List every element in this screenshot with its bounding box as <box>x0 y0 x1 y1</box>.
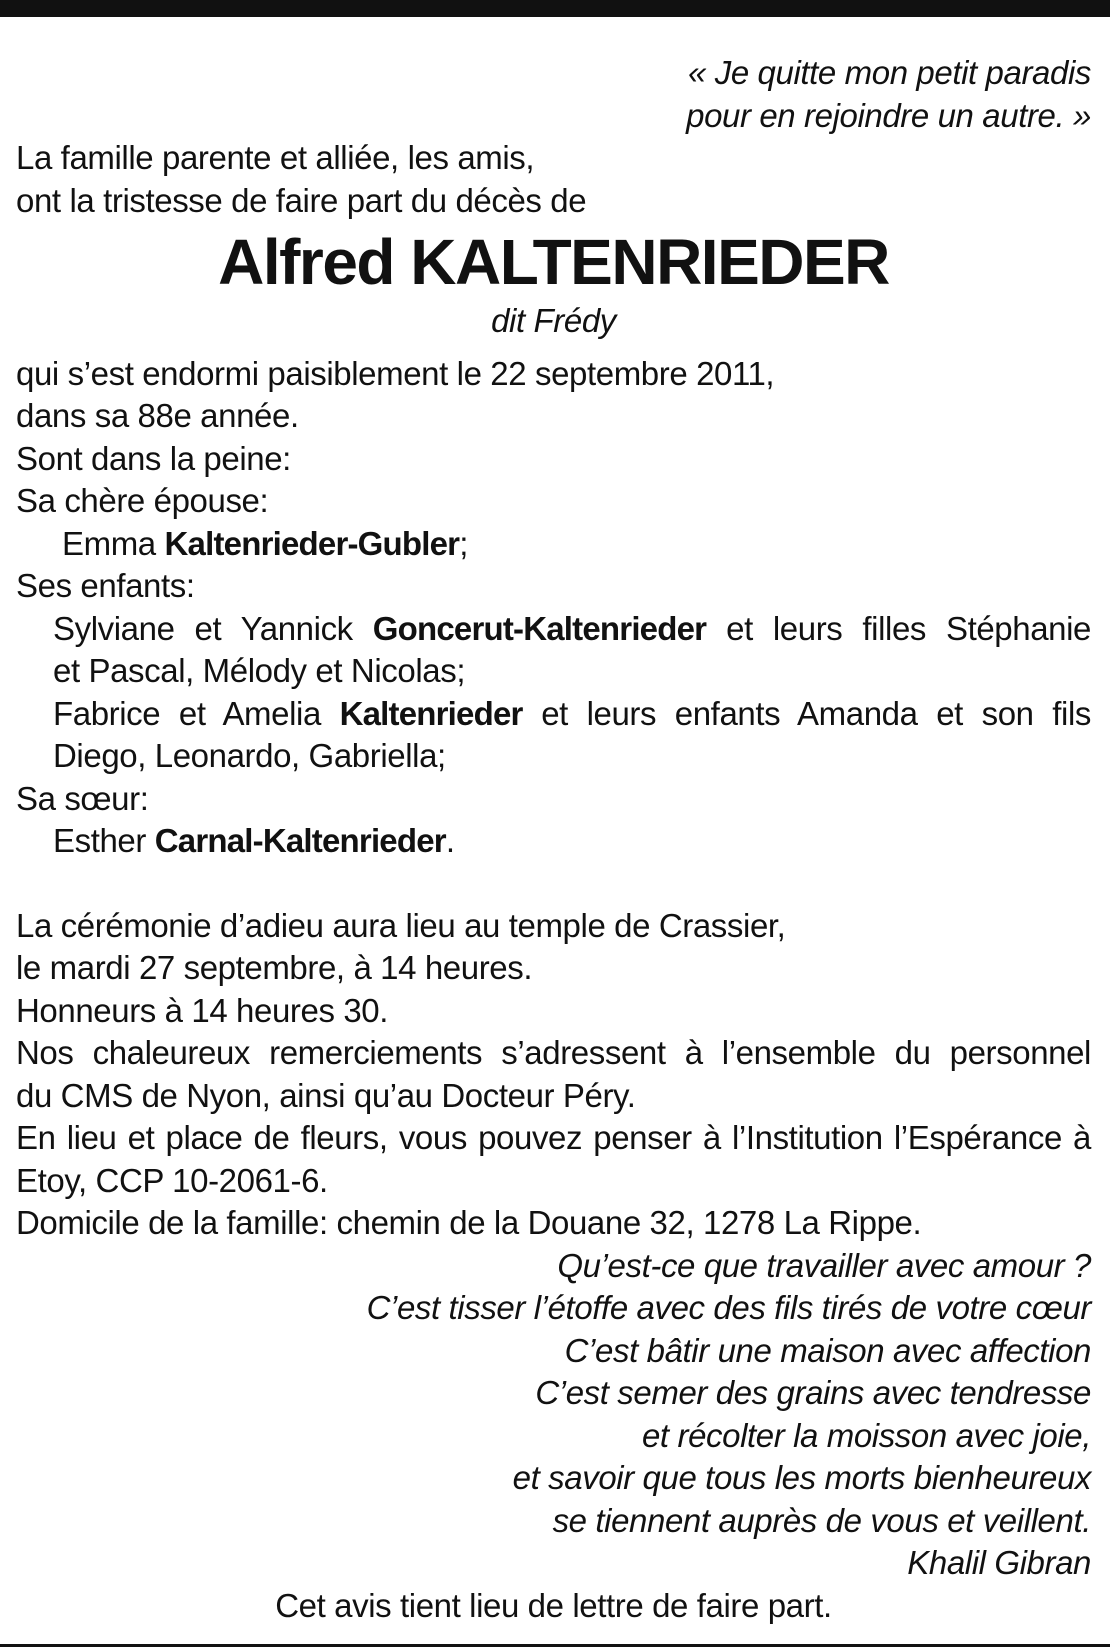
intro-line: La famille parente et alliée, les amis, <box>16 139 535 176</box>
death-info-line: dans sa 88e année. <box>16 397 299 434</box>
sister-label: Sa sœur: <box>16 779 149 817</box>
child-first-names: Fabrice et Amelia <box>53 694 340 732</box>
thanks-line: Nos chaleureux remerciements s’adressent à l’ensemble du personnel <box>16 1034 1091 1071</box>
nickname: dit Frédy <box>491 302 616 339</box>
poem-line: et savoir que tous les morts bienheureux <box>512 1459 1091 1496</box>
children-label: Ses enfants: <box>16 567 195 604</box>
child-first-names: Sylviane et Yannick <box>53 609 373 647</box>
obituary-notice <box>16 52 1091 1627</box>
poem-line: C’est tisser l’étoffe avec des fils tirés de votre cœur <box>366 1289 1091 1326</box>
poem-line: et récolter la moisson avec joie, <box>641 1416 1091 1454</box>
donation-line: En lieu et place de fleurs, vous pouvez penser à l’Institution l’Espérance à <box>16 1119 1091 1156</box>
child-entry-line <box>53 608 1091 651</box>
child-entry-line <box>53 693 1091 736</box>
family-address: Domicile de la famille: chemin de la Douane 32, 1278 La Rippe. <box>16 1204 922 1241</box>
sister-first-name: Esther <box>53 822 155 859</box>
death-info-line: qui s’est endormi paisiblement le 22 septembre 2011, <box>16 354 775 392</box>
child-entry-continuation: Diego, Leonardo, Gabriella; <box>53 737 446 774</box>
poem <box>16 1245 1091 1585</box>
epigraph <box>16 52 1091 137</box>
epigraph-line: pour en rejoindre un autre. » <box>686 96 1091 134</box>
child-entry <box>16 608 1091 693</box>
child-surname: Kaltenrieder <box>339 694 523 732</box>
intro <box>16 137 1091 222</box>
child-descendants: et leurs enfants Amanda et son fils <box>522 694 1091 732</box>
thanks-paragraph <box>16 1032 1091 1117</box>
top-border-rule <box>0 0 1110 17</box>
ceremony-info <box>16 905 1091 1033</box>
intro-line: ont la tristesse de faire part du décès de <box>16 181 587 219</box>
poem-line: se tiennent auprès de vous et veillent. <box>552 1501 1091 1539</box>
ceremony-line: La cérémonie d’adieu aura lieu au temple de Crassier, <box>16 906 786 944</box>
poem-author: Khalil Gibran <box>907 1544 1091 1581</box>
donation-paragraph <box>16 1117 1091 1202</box>
child-descendants: et leurs filles Stéphanie <box>706 609 1092 647</box>
poem-line: C’est semer des grains avec tendresse <box>535 1374 1091 1411</box>
sister-surname: Carnal-Kaltenrieder <box>154 822 446 859</box>
bottom-border-rule <box>0 1644 1110 1647</box>
spouse-surname: Kaltenrieder-Gubler <box>164 524 460 562</box>
poem-line: C’est bâtir une maison avec affection <box>564 1331 1091 1369</box>
spouse-entry <box>16 523 1091 566</box>
child-entry <box>16 693 1091 778</box>
spouse-label: Sa chère épouse: <box>16 482 269 519</box>
ceremony-line: Honneurs à 14 heures 30. <box>16 991 388 1029</box>
deceased-name: Alfred KALTENRIEDER <box>218 226 889 298</box>
sister-entry <box>16 820 1091 863</box>
closing-note: Cet avis tient lieu de lettre de faire part. <box>275 1586 832 1624</box>
death-info <box>16 353 1091 438</box>
epigraph-line: « Je quitte mon petit paradis <box>688 54 1091 91</box>
mourners-heading: Sont dans la peine: <box>16 439 291 477</box>
spouse-first-name: Emma <box>62 524 165 562</box>
spouse-punct: ; <box>459 524 469 562</box>
child-surname: Goncerut-Kaltenrieder <box>372 609 707 647</box>
ceremony-line: le mardi 27 septembre, à 14 heures. <box>16 949 533 986</box>
sister-punct: . <box>445 822 455 859</box>
donation-line: Etoy, CCP 10-2061-6. <box>16 1161 328 1199</box>
poem-line: Qu’est-ce que travailler avec amour ? <box>557 1246 1091 1284</box>
child-entry-continuation: et Pascal, Mélody et Nicolas; <box>53 652 466 689</box>
spacer <box>16 863 1091 905</box>
thanks-line: du CMS de Nyon, ainsi qu’au Docteur Péry. <box>16 1076 636 1114</box>
